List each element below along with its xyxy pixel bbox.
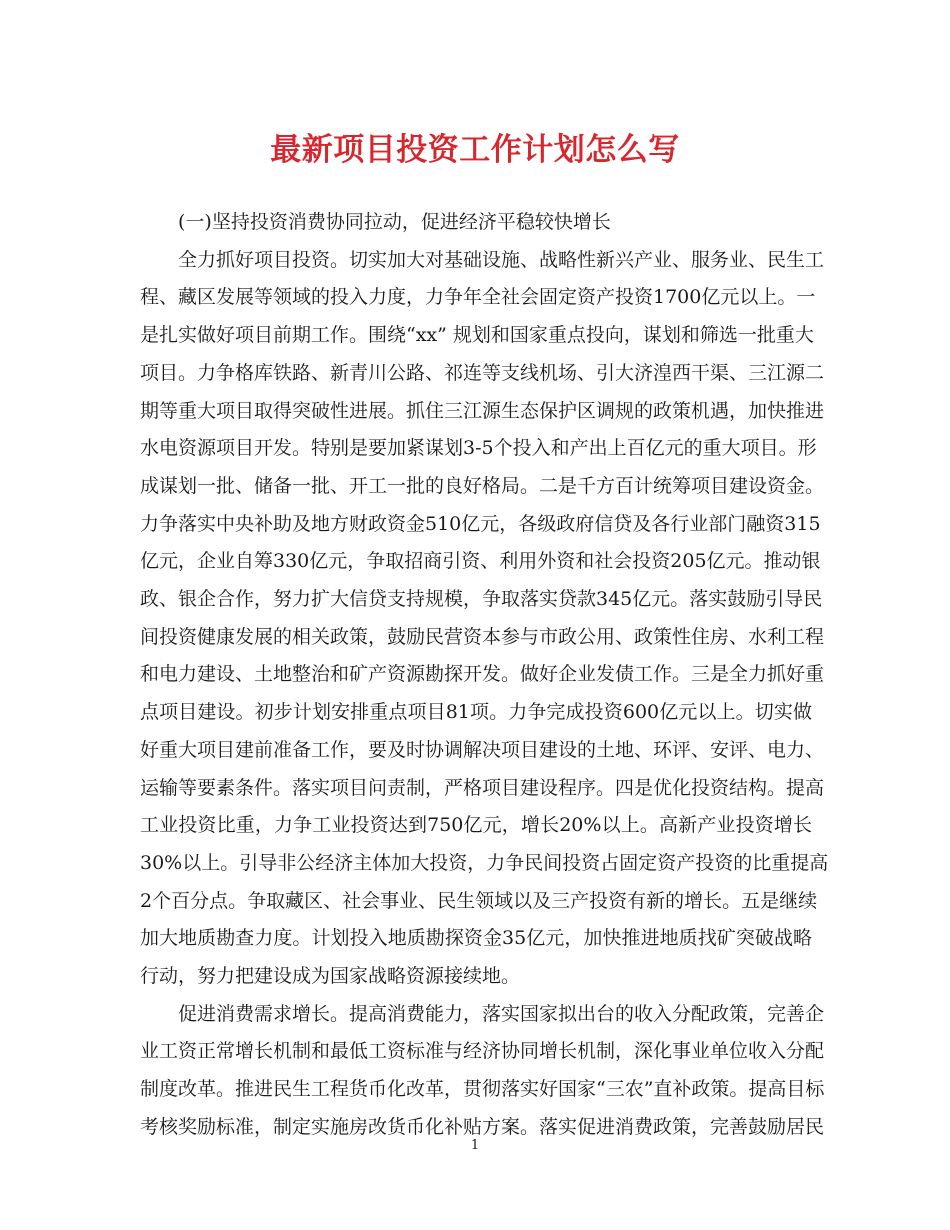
document-body <box>140 204 829 1147</box>
text-line: 运输等要素条件。落实项目问责制，严格项目建设程序。四是优化投资结构。提高 <box>140 776 825 799</box>
text-line: 力争落实中央补助及地方财政资金510亿元，各级政府信贷及各行业部门融资315 <box>140 512 821 535</box>
document-title: 最新项目投资工作计划怎么写 <box>270 132 680 168</box>
text-line: 点项目建设。初步计划安排重点项目81项。力争完成投资600亿元以上。切实做 <box>140 701 812 724</box>
text-line: 30%以上。引导非公经济主体加大投资，力争民间投资占固定资产投资的比重提高 <box>140 851 829 874</box>
text-line: 间投资健康发展的相关政策，鼓励民营资本参与市政公用、政策性住房、水利工程 <box>140 625 825 648</box>
paragraph-consumption-demand <box>140 996 825 1147</box>
text-line: 全力抓好项目投资。切实加大对基础设施、战略性新兴产业、服务业、民生工 <box>178 248 825 271</box>
page-number: 1 <box>470 1138 480 1153</box>
text-line: 加大地质勘查力度。计划投入地质勘探资金35亿元，加快推进地质找矿突破战略 <box>140 927 812 950</box>
text-line: 制度改革。推进民生工程货币化改革，贯彻落实好国家“三农”直补政策。提高目标 <box>140 1078 825 1101</box>
text-line: 程、藏区发展等领域的投入力度，力争年全社会固定资产投资1700亿元以上。一 <box>140 286 816 309</box>
text-line: 业工资正常增长机制和最低工资标准与经济协同增长机制，深化事业单位收入分配 <box>140 1040 825 1063</box>
section-heading-text: (一)坚持投资消费协同拉动，促进经济平稳较快增长 <box>178 211 611 233</box>
text-line: 行动，努力把建设成为国家战略资源接续地。 <box>140 965 521 988</box>
text-line: 是扎实做好项目前期工作。围绕“xx” 规划和国家重点投向，谋划和筛选一批重大 <box>140 324 814 347</box>
section-heading <box>140 204 812 242</box>
text-line: 2个百分点。争取藏区、社会事业、民生领域以及三产投资有新的增长。五是继续 <box>140 889 818 912</box>
text-line: 亿元，企业自筹330亿元，争取招商引资、利用外资和社会投资205亿元。推动银 <box>140 550 821 573</box>
text-line: 好重大项目建前准备工作，要及时协调解决项目建设的土地、环评、安评、电力、 <box>140 738 825 761</box>
text-line: 和电力建设、土地整治和矿产资源勘探开发。做好企业发债工作。三是全力抓好重 <box>140 663 825 686</box>
paragraph-project-investment <box>140 242 829 996</box>
text-line: 水电资源项目开发。特别是要加紧谋划3-5个投入和产出上百亿元的重大项目。形 <box>140 437 817 460</box>
text-line: 项目。力争格库铁路、新青川公路、祁连等支线机场、引大济湟西干渠、三江源二 <box>140 361 825 384</box>
text-line: 政、银企合作，努力扩大信贷支持规模，争取落实贷款345亿元。落实鼓励引导民 <box>140 588 823 611</box>
text-line: 促进消费需求增长。提高消费能力，落实国家拟出台的收入分配政策，完善企 <box>178 1002 825 1025</box>
text-line: 考核奖励标准，制定实施房改货币化补贴方案。落实促进消费政策，完善鼓励居民 <box>140 1115 825 1138</box>
text-line: 工业投资比重，力争工业投资达到750亿元，增长20%以上。高新产业投资增长 <box>140 814 812 837</box>
text-line: 期等重大项目取得突破性进展。抓住三江源生态保护区调规的政策机遇，加快推进 <box>140 399 825 422</box>
text-line: 成谋划一批、储备一批、开工一批的良好格局。二是千方百计统筹项目建设资金。 <box>140 474 825 497</box>
